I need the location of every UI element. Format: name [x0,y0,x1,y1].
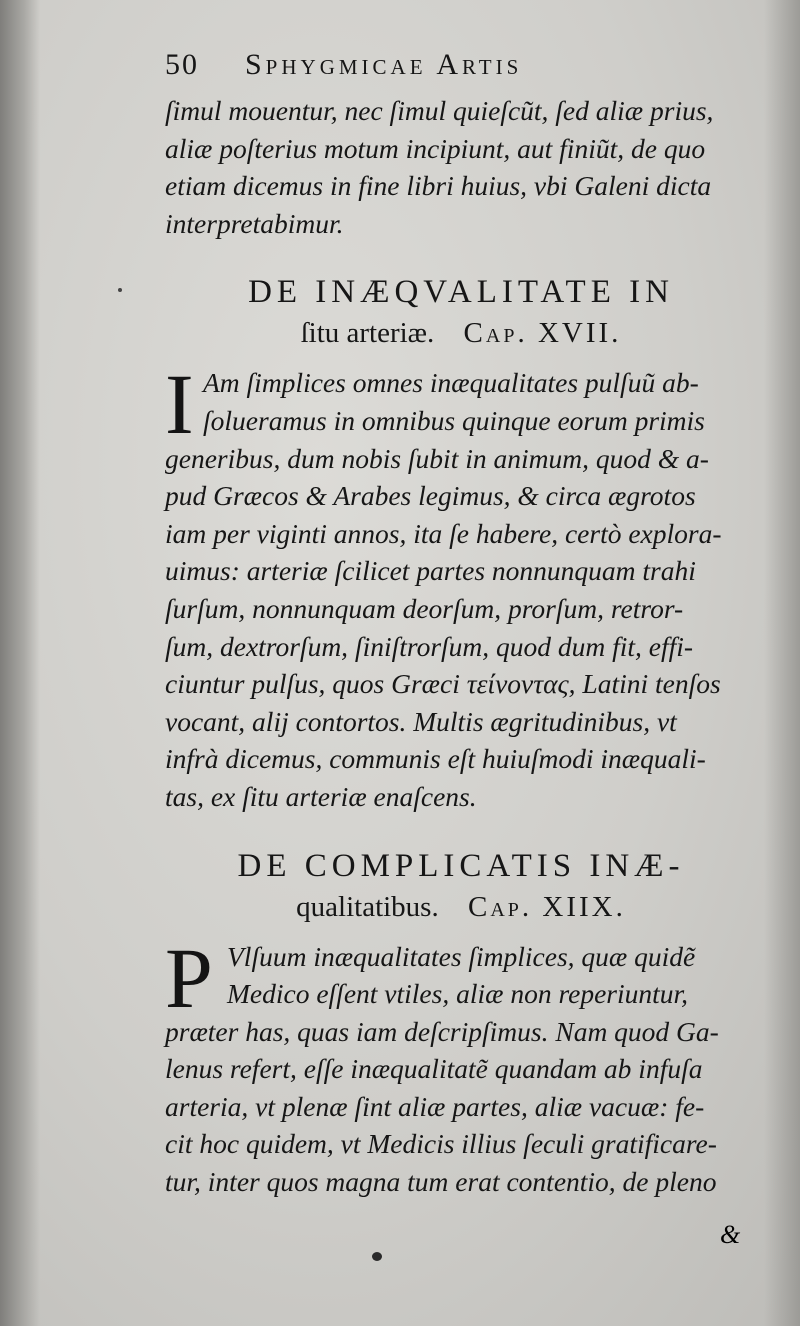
page-edge-shadow [764,0,800,1326]
page-gutter-shadow [0,0,40,1326]
text-line: vocant, alij contortos. Multis ægritudinibus, vt [165,705,677,737]
paper-speck [118,288,122,292]
chapter-subheading [165,886,757,928]
text-line: iam per viginti annos, ita ſe habere, certò explora- [165,517,722,549]
running-title: Sphygmicae Artis [245,48,523,81]
text-line: pud Græcos & Arabes legimus, & circa ægrotos [165,480,696,512]
text-line: Vlſuum inæqualitates ſimplices, quæ quidẽ [227,940,696,972]
running-head [165,48,757,92]
text-line: infrà dicemus, communis eſt huiuſmodi inæquali- [165,743,706,775]
continued-paragraph [165,92,757,242]
chapter-number: Cap. XIIX. [467,890,626,923]
text-line: interpretabimur. [165,207,344,239]
chapter-subheading-text: qualitatibus. [296,890,439,923]
text-block [165,48,757,1201]
chapter-heading: DE INÆQVALITATE IN [248,274,674,311]
text-line: lenus refert, eſſe inæqualitatẽ quandam ab infuſa [165,1053,703,1085]
catchword: & [720,1220,741,1249]
ink-smudge [372,1252,382,1261]
text-line: cit hoc quidem, vt Medicis illius ſeculi gratificare- [165,1128,717,1160]
chapter-subheading [165,312,757,354]
text-line: præter has, quas iam deſcripſimus. Nam quod Ga- [165,1015,719,1047]
chapter-number: Cap. XVII. [463,317,622,350]
text-line: Medico eſſent vtiles, aliæ non reperiuntur, [227,978,689,1010]
text-line: tas, ex ſitu arteriæ enaſcens. [165,780,477,812]
drop-cap: P [165,929,213,1026]
text-line: etiam dicemus in fine libri huius, vbi Galeni dicta [165,170,712,202]
text-line: arteria, vt plenæ ſint aliæ partes, aliæ vacuæ: fe- [165,1090,705,1122]
text-line: ciuntur pulſus, quos Græci τείνοντας, Latini tenſos [165,668,721,700]
text-line: generibus, dum nobis ſubit in animum, quod & a- [165,442,709,474]
drop-cap: I [165,356,194,453]
text-line: tur, inter quos magna tum erat contentio, de pleno [165,1166,717,1198]
text-line: Am ſimplices omnes inæqualitates pulſuũ ab- [203,367,699,399]
text-line: ſimul mouentur, nec ſimul quieſcũt, ſed aliæ prius, [165,95,714,126]
chapter-paragraph [165,356,757,815]
page-number: 50 [165,48,199,81]
chapter-heading: DE COMPLICATIS INÆ- [237,847,685,884]
text-line: ſolueramus in omnibus quinque eorum primis [203,404,705,436]
text-line: uimus: arteriæ ſcilicet partes nonnunquam trahi [165,555,696,587]
chapter-subheading-text: ſitu arteriæ. [300,317,435,350]
text-line: ſum, dextrorſum, ſiniſtrorſum, quod dum fit, effi- [165,630,694,662]
chapter-paragraph [165,929,757,1201]
text-line: aliæ poſterius motum incipiunt, aut finiũt, de quo [165,132,706,164]
text-line: ſurſum, nonnunquam deorſum, prorſum, retror- [165,592,684,624]
